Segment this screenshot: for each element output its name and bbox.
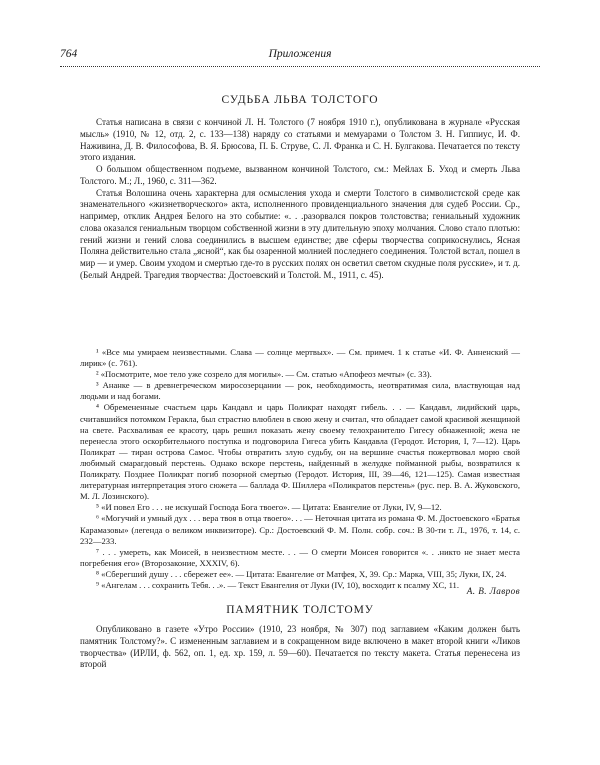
footnotes xyxy=(80,347,520,591)
commentary-paragraph: О большом общественном подъеме, вызванном кончиной Толстого, см.: Мейлах Б. Уход и смерть Льва Толстого. М.; Л., 1960, с. 311—362. xyxy=(80,164,520,186)
commentary-paragraph: Опубликовано в газете «Утро России» (1910, 23 ноября, № 307) под заглавием «Каким должен быть памятник Толстому?». С измененным заглавием и в сокращенном виде включено в макет второй книги «Ликов творчества» (ИРЛИ, ф. 562, оп. 1, ед. хр. 159, л. 59—60). Печатается по тексту макета. Статья перенесена из второй xyxy=(80,624,520,670)
footnote: ⁹ «Ангелам . . . сохранить Тебя. . .». — Текст Евангелия от Луки (IV, 10), восходит к псалму XC, 11. xyxy=(96,579,459,590)
article-title: ПАМЯТНИК ТОЛСТОМУ xyxy=(226,604,374,616)
footnote: ⁶ «Могучий и умный дух . . . вера твоя в отца твоего». . . — Неточная цитата из романа Ф. М. Достоевского «Братья Карамазовы» (легенда о великом инквизиторе). Ср.: Достоевский Ф. М. Полн. собр. соч.: В 30-ти т. Л., 1976, т. 14, с. 232—233. xyxy=(80,513,520,546)
author-signature: А. В. Лавров xyxy=(466,586,520,596)
commentary-paragraph: Статья Волошина очень характерна для осмысления ухода и смерти Толстого в символистской среде как знаменательного «жизнетворческого» акта, исполненного провиденциального значения для судеб России. Ср., например, отклик Андрея Белого на это событие: «. . .разорвался покров толстовства; гениальный художник слова оказался гениальным творцом собственной жизни в эту длительную эпоху молчания. Слово стало плотью: гений жизни и гений слова соединились в высшем единстве; две сферы творчества соприкоснулись, Ясная Поляна действительно стала „ясной“, как бы озаренной молнией последнего соединения. Толстой встал, пошел в мир — и умер. Своим уходом и смертью где-то в русских полях он осветил светом скудные поля русские», и т. д. (Белый Андрей. Трагедия творчества: Достоевский и Толстой. М., 1911, с. 45). xyxy=(80,187,520,280)
article-title: СУДЬБА ЛЬВА ТОЛСТОГО xyxy=(221,94,379,106)
section-title: Приложения xyxy=(268,48,332,60)
running-header xyxy=(60,48,540,66)
footnote: ⁸ «Сберегший душу . . . сбережет ее». — Цитата: Евангелие от Матфея, X, 39. Ср.: Марка, VIII, 35; Луки, IX, 24. xyxy=(96,568,507,579)
footnote: ⁴ Обремененные счастьем царь Кандавл и царь Поликрат находят гибель. . . — Кандавл, лидийский царь, считавшийся потомком Геракла, был страстно влюблен в свою жену и считал, что обладает самой красивой женщиной на свете. Расхваливая ее красоту, царь решил показать жену своему телохранителю Гигесу обнаженной; жена не перенесла этого оскорбительного поступка и подговорила Гигеса убить Кандавла (Геродот. История, I, 7—12). Царь Поликрат — тиран острова Самос. Чтобы отвратить злую судьбу, он на вершине счастья пожертвовал морю свой любимый смарагдовый перстень. Однако вскоре перстень, найденный в желудке пойманной рыбы, возвратился к Поликрату. Позднее Поликрат погиб позорной смертью (Геродот. История, III, 39—46, 121—125). Самая известная литературная интерпретация этого сюжета — баллада Ф. Шиллера «Поликратов перстень» (рус. пер. В. А. Жуковского, М. Л. Лозинского). xyxy=(80,402,520,502)
footnote: ³ Ананке — в древнегреческом миросозерцании — рок, необходимость, неотвратимая сила, властвующая над людьми и над богами. xyxy=(80,380,520,402)
article-commentary xyxy=(80,624,520,671)
footnote: ⁷ . . . умереть, как Моисей, в неизвестном месте. . . — О смерти Моисея говорится «. . .никто не знает места погребения его» (Второзаконие, XXXIV, 6). xyxy=(80,546,520,568)
commentary-paragraph: Статья написана в связи с кончиной Л. Н. Толстого (7 ноября 1910 г.), опубликована в журнале «Русская мысль» (1910, № 12, отд. 2, с. 133—138) наряду со статьями и мемуарами о Толстом З. Н. Гиппиус, И. Ф. Наживина, Д. В. Философова, В. Я. Брюсова, П. Б. Струве, С. Л. Франка и С. Н. Булгакова. Печатается по тексту этого издания. xyxy=(80,117,520,163)
article-commentary xyxy=(80,117,520,282)
page-number: 764 xyxy=(60,48,78,60)
header-rule xyxy=(60,66,540,67)
footnote: ¹ «Все мы умираем неизвестными. Слава — солнце мертвых». — См. примеч. 1 к статье «И. Ф. Анненский — лирик» (с. 761). xyxy=(80,347,520,369)
footnote: ² «Посмотрите, мое тело уже созрело для могилы». — См. статью «Апофеоз мечты» (с. 33). xyxy=(96,369,432,380)
footnote: ⁵ «И повел Его . . . не искушай Господа Бога твоего». — Цитата: Евангелие от Луки, IV, 9—12. xyxy=(96,502,442,513)
